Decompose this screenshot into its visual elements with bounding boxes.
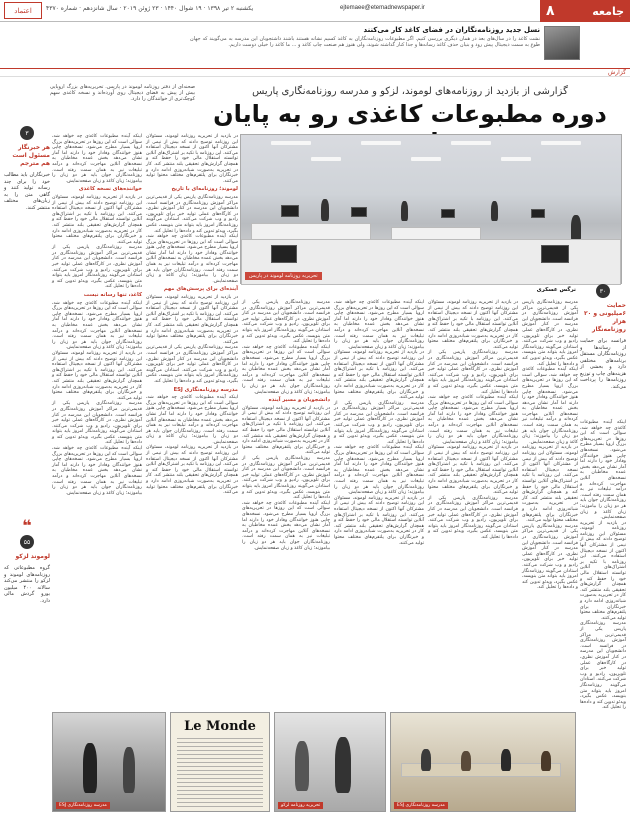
photo-lemonde-front-page (170, 712, 270, 812)
column-6: مدرسه روزنامه‌نگاری پاریس یکی از قدیمی‌ترین مراکز آموزش روزنامه‌نگاری در فرانسه است. دانشجویان این مدرسه در کنار آموزش نظری، در کارگاه‌های عملی تولید خبر برای تلویزیون، رادیو و وب شرکت می‌کنند. استادان می‌گویند روزنامه‌نگار امروز باید بتواند متن بنویسد، عکس بگیرد، ویدئو تدوین کند و داده‌ها را تحلیل کند. اینکه آینده مطبوعات کاغذی چه خواهد شد، سوالی است که این روزها در تحریریه‌های بزرگ اروپا بسیار مطرح می‌شود. نسخه‌های چاپی هنوز خوانندگان وفادار خود را دارند اما آمار نشان می‌دهد بخش عمده مخاطبان به نسخه‌های آنلاین مهاجرت کرده‌اند و درآمد تبلیغات نیز به همان سمت رفته است. روزنامه‌نگاران جوان باید هر دو زبان را بیاموزند؛ زبان کاغذ و زبان صفحه‌نمایش. در بازدید از تحریریه روزنامه لوموند، مسئولان این روزنامه توضیح دادند که بیش از نیمی از مشترکان آنها اکنون از نسخه دیجیتال استفاده می‌کنند. این روزنامه با تکیه بر اشتراک‌های آنلاین توانسته استقلال مالی خود را حفظ کند و همچنان گزارش‌های تحقیقی بلند منتشر کند. کار در تحریریه به‌صورت شبانه‌روزی ادامه دارد و خبرنگاران برای پلتفرم‌های مختلف محتوا تولید می‌کنند. مدرسه روزنامه‌نگاری پاریس یکی از قدیمی‌ترین مراکز آموزش روزنامه‌نگاری در فرانسه است. دانشجویان این مدرسه در کنار آموزش نظری، در کارگاه‌های عملی تولید خبر برای تلویزیون، رادیو و وب شرکت می‌کنند. استادان می‌گویند روزنامه‌نگار امروز باید بتواند متن بنویسد، عکس بگیرد، ویدئو تدوین کند و داده‌ها را تحلیل کند. (522, 300, 578, 591)
sidebar-right (580, 284, 626, 390)
newspaper-text-lines (177, 738, 263, 808)
editorial-note (190, 26, 540, 66)
column-7: اینکه آینده مطبوعات کاغذی چه خواهد شد، سوالی است که این روزها در تحریریه‌های بزرگ اروپا بسیار مطرح می‌شود. نسخه‌های چاپی هنوز خوانندگان وفادار خود را دارند اما آمار نشان می‌دهد بخش عمده مخاطبان به نسخه‌های آنلاین مهاجرت کرده‌اند و درآمد تبلیغات نیز به همان سمت رفته است. روزنامه‌نگاران جوان باید هر دو زبان را بیاموزند؛ زبان کاغذ و زبان صفحه‌نمایش. در بازدید از تحریریه روزنامه لوموند، مسئولان این روزنامه توضیح دادند که بیش از نیمی از مشترکان آنها اکنون از نسخه دیجیتال استفاده می‌کنند. این روزنامه با تکیه بر اشتراک‌های آنلاین توانسته استقلال مالی خود را حفظ کند و همچنان گزارش‌های تحقیقی بلند منتشر کند. کار در تحریریه به‌صورت شبانه‌روزی ادامه دارد و خبرنگاران برای پلتفرم‌های مختلف محتوا تولید می‌کنند. مدرسه روزنامه‌نگاری پاریس یکی از قدیمی‌ترین مراکز آموزش روزنامه‌نگاری در فرانسه است. دانشجویان این مدرسه در کنار آموزش نظری، در کارگاه‌های عملی تولید خبر برای تلویزیون، رادیو و وب شرکت می‌کنند. استادان می‌گویند روزنامه‌نگار امروز باید بتواند متن بنویسد، عکس بگیرد، ویدئو تدوین کند و داده‌ها را تحلیل کند. (580, 420, 626, 711)
page-header (0, 0, 630, 22)
photo1-caption: مدرسه روزنامه‌نگاری ESJ (56, 802, 110, 809)
photo3-caption: تحریریه روزنامه لزکو (278, 802, 323, 809)
column-2-heading-3: مدرسه روزنامه‌نگاری ESJ (173, 386, 238, 393)
column-5: در بازدید از تحریریه روزنامه لوموند، مسئولان این روزنامه توضیح دادند که بیش از نیمی از مشترکان آنها اکنون از نسخه دیجیتال استفاده می‌کنند. این روزنامه با تکیه بر اشتراک‌های آنلاین توانسته استقلال مالی خود را حفظ کند و همچنان گزارش‌های تحقیقی بلند منتشر کند. کار در تحریریه به‌صورت شبانه‌روزی ادامه دارد و خبرنگاران برای پلتفرم‌های مختلف محتوا تولید می‌کنند. مدرسه روزنامه‌نگاری پاریس یکی از قدیمی‌ترین مراکز آموزش روزنامه‌نگاری در فرانسه است. دانشجویان این مدرسه در کنار آموزش نظری، در کارگاه‌های عملی تولید خبر برای تلویزیون، رادیو و وب شرکت می‌کنند. استادان می‌گویند روزنامه‌نگار امروز باید بتواند متن بنویسد، عکس بگیرد، ویدئو تدوین کند و داده‌ها را تحلیل کند. اینکه آینده مطبوعات کاغذی چه خواهد شد، سوالی است که این روزها در تحریریه‌های بزرگ اروپا بسیار مطرح می‌شود. نسخه‌های چاپی هنوز خوانندگان وفادار خود را دارند اما آمار نشان می‌دهد بخش عمده مخاطبان به نسخه‌های آنلاین مهاجرت کرده‌اند و درآمد تبلیغات نیز به همان سمت رفته است. روزنامه‌نگاران جوان باید هر دو زبان را بیاموزند؛ زبان کاغذ و زبان صفحه‌نمایش. در بازدید از تحریریه روزنامه لوموند، مسئولان این روزنامه توضیح دادند که بیش از نیمی از مشترکان آنها اکنون از نسخه دیجیتال استفاده می‌کنند. این روزنامه با تکیه بر اشتراک‌های آنلاین توانسته استقلال مالی خود را حفظ کند و همچنان گزارش‌های تحقیقی بلند منتشر کند. کار در تحریریه به‌صورت شبانه‌روزی ادامه دارد و خبرنگاران برای پلتفرم‌های مختلف محتوا تولید می‌کنند. مدرسه روزنامه‌نگاری پاریس یکی از قدیمی‌ترین مراکز آموزش روزنامه‌نگاری در فرانسه است. دانشجویان این مدرسه در کنار آموزش نظری، در کارگاه‌های عملی تولید خبر برای تلویزیون، رادیو و وب شرکت می‌کنند. استادان می‌گویند روزنامه‌نگار امروز باید بتواند متن بنویسد، عکس بگیرد، ویدئو تدوین کند و داده‌ها را تحلیل کند. (428, 300, 518, 540)
photo-journalism-school (52, 712, 166, 812)
sidebar-left-number: ۳ (20, 126, 34, 140)
author-name: نرگس عسکری (536, 287, 576, 293)
editorial-title: نسل جدید روزنامه‌نگاران در فضای کاغذ کار می‌کنند (363, 26, 540, 34)
column-2-heading-2: آینده‌ای برای پرسش‌های مهم (163, 286, 238, 293)
column-2-heading: لوموند؛ روزنامه‌ای با تاریخ (171, 186, 238, 193)
column-1: اینکه آینده مطبوعات کاغذی چه خواهد شد، سوالی است که این روزها در تحریریه‌های بزرگ اروپا بسیار مطرح می‌شود. نسخه‌های چاپی هنوز خوانندگان وفادار خود را دارند اما آمار نشان می‌دهد بخش عمده مخاطبان به نسخه‌های آنلاین مهاجرت کرده‌اند و درآمد تبلیغات نیز به همان سمت رفته است. روزنامه‌نگاران جوان باید هر دو زبان را بیاموزند؛ زبان کاغذ و زبان صفحه‌نمایش. خواننده‌های نسخه کاغذی در بازدید از تحریریه روزنامه لوموند، مسئولان این روزنامه توضیح دادند که بیش از نیمی از مشترکان آنها اکنون از نسخه دیجیتال استفاده می‌کنند. این روزنامه با تکیه بر اشتراک‌های آنلاین توانسته استقلال مالی خود را حفظ کند و همچنان گزارش‌های تحقیقی بلند منتشر کند. کار در تحریریه به‌صورت شبانه‌روزی ادامه دارد و خبرنگاران برای پلتفرم‌های مختلف محتوا تولید می‌کنند. مدرسه روزنامه‌نگاری پاریس یکی از قدیمی‌ترین مراکز آموزش روزنامه‌نگاری در فرانسه است. دانشجویان این مدرسه در کنار آموزش نظری، در کارگاه‌های عملی تولید خبر برای تلویزیون، رادیو و وب شرکت می‌کنند. استادان می‌گویند روزنامه‌نگار امروز باید بتواند متن بنویسد، عکس بگیرد، ویدئو تدوین کند و داده‌ها را تحلیل کند. کاغذ، تنها رسانه نیست اینکه آینده مطبوعات کاغذی چه خواهد شد، سوالی است که این روزها در تحریریه‌های بزرگ اروپا بسیار مطرح می‌شود. نسخه‌های چاپی هنوز خوانندگان وفادار خود را دارند اما آمار نشان می‌دهد بخش عمده مخاطبان به نسخه‌های آنلاین مهاجرت کرده‌اند و درآمد تبلیغات نیز به همان سمت رفته است. روزنامه‌نگاران جوان باید هر دو زبان را بیاموزند؛ زبان کاغذ و زبان صفحه‌نمایش. در بازدید از تحریریه روزنامه لوموند، مسئولان این روزنامه توضیح دادند که بیش از نیمی از مشترکان آنها اکنون از نسخه دیجیتال استفاده می‌کنند. این روزنامه با تکیه بر اشتراک‌های آنلاین توانسته استقلال مالی خود را حفظ کند و همچنان گزارش‌های تحقیقی بلند منتشر کند. کار در تحریریه به‌صورت شبانه‌روزی ادامه دارد و خبرنگاران برای پلتفرم‌های مختلف محتوا تولید می‌کنند. مدرسه روزنامه‌نگاری پاریس یکی از قدیمی‌ترین مراکز آموزش روزنامه‌نگاری در فرانسه است. دانشجویان این مدرسه در کنار آموزش نظری، در کارگاه‌های عملی تولید خبر برای تلویزیون، رادیو و وب شرکت می‌کنند. استادان می‌گویند روزنامه‌نگار امروز باید بتواند متن بنویسد، عکس بگیرد، ویدئو تدوین کند و داده‌ها را تحلیل کند. اینکه آینده مطبوعات کاغذی چه خواهد شد، سوالی است که این روزها در تحریریه‌های بزرگ اروپا بسیار مطرح می‌شود. نسخه‌های چاپی هنوز خوانندگان وفادار خود را دارند اما آمار نشان می‌دهد بخش عمده مخاطبان به نسخه‌های آنلاین مهاجرت کرده‌اند و درآمد تبلیغات نیز به همان سمت رفته است. روزنامه‌نگاران جوان باید هر دو زبان را بیاموزند؛ زبان کاغذ و زبان صفحه‌نمایش. (52, 134, 142, 496)
sidebar-left2-number: ۵۵ (20, 535, 34, 549)
photo4-caption: مدرسه روزنامه‌نگاری ESJ (394, 802, 448, 809)
editorial-body: نشت کاغذ را در سال‌های بعد در همان دیگری بررسی کنیم. اگر مطبوعات روزنامه‌نگاران به کاغذ کسیم نشانه هستند باشند داشتجوبان این مدرسه به می‌گویند که جهان طوع به سمت دیجیتال پیش رود و بنیان حذف کاغذ رسانه‌ها و جدا کنار گذاشته شوند، ولی هنوز هم صنعت چاپ کاغذ و ... ما کاغذ را خیلی دوست داریم. (190, 36, 540, 48)
article-lead: صحنه‌ای از دفتر روزنامه لوموند در پاریس. تحریریه‌های بزرگ اروپایی بیش از پیش به فضای دیجیتال روی آورده‌اند و نسخه کاغذی سهم کوچک‌تری از خوانندگان را دارد. (50, 84, 195, 102)
section-name: جامعه (592, 4, 624, 18)
sidebar-left2-body: گروه مطبوعاتی که روزنامه‌های لوموند و لزکو را منتشر می‌کند سالانه ۴۰۰ میلیون یورو گردش مالی دارد. (4, 565, 50, 604)
report-bar (0, 68, 630, 77)
sidebar-left (4, 126, 50, 211)
sidebar-left-quote: هر خبرنگار مسئول است هم مترجم (12, 144, 50, 167)
column-1-heading-2: کاغذ، تنها رسانه نیست (83, 292, 142, 299)
sidebar-left2-quote: لوموند لزکو (15, 553, 50, 560)
section-tab (540, 0, 630, 22)
column-2: در بازدید از تحریریه روزنامه لوموند، مسئولان این روزنامه توضیح دادند که بیش از نیمی از مشترکان آنها اکنون از نسخه دیجیتال استفاده می‌کنند. این روزنامه با تکیه بر اشتراک‌های آنلاین توانسته استقلال مالی خود را حفظ کند و همچنان گزارش‌های تحقیقی بلند منتشر کند. کار در تحریریه به‌صورت شبانه‌روزی ادامه دارد و خبرنگاران برای پلتفرم‌های مختلف محتوا تولید می‌کنند. لوموند؛ روزنامه‌ای با تاریخ مدرسه روزنامه‌نگاری پاریس یکی از قدیمی‌ترین مراکز آموزش روزنامه‌نگاری در فرانسه است. دانشجویان این مدرسه در کنار آموزش نظری، در کارگاه‌های عملی تولید خبر برای تلویزیون، رادیو و وب شرکت می‌کنند. استادان می‌گویند روزنامه‌نگار امروز باید بتواند متن بنویسد، عکس بگیرد، ویدئو تدوین کند و داده‌ها را تحلیل کند. اینکه آینده مطبوعات کاغذی چه خواهد شد، سوالی است که این روزها در تحریریه‌های بزرگ اروپا بسیار مطرح می‌شود. نسخه‌های چاپی هنوز خوانندگان وفادار خود را دارند اما آمار نشان می‌دهد بخش عمده مخاطبان به نسخه‌های آنلاین مهاجرت کرده‌اند و درآمد تبلیغات نیز به همان سمت رفته است. روزنامه‌نگاران جوان باید هر دو زبان را بیاموزند؛ زبان کاغذ و زبان صفحه‌نمایش. آینده‌ای برای پرسش‌های مهم در بازدید از تحریریه روزنامه لوموند، مسئولان این روزنامه توضیح دادند که بیش از نیمی از مشترکان آنها اکنون از نسخه دیجیتال استفاده می‌کنند. این روزنامه با تکیه بر اشتراک‌های آنلاین توانسته استقلال مالی خود را حفظ کند و همچنان گزارش‌های تحقیقی بلند منتشر کند. کار در تحریریه به‌صورت شبانه‌روزی ادامه دارد و خبرنگاران برای پلتفرم‌های مختلف محتوا تولید می‌کنند. مدرسه روزنامه‌نگاری پاریس یکی از قدیمی‌ترین مراکز آموزش روزنامه‌نگاری در فرانسه است. دانشجویان این مدرسه در کنار آموزش نظری، در کارگاه‌های عملی تولید خبر برای تلویزیون، رادیو و وب شرکت می‌کنند. استادان می‌گویند روزنامه‌نگار امروز باید بتواند متن بنویسد، عکس بگیرد، ویدئو تدوین کند و داده‌ها را تحلیل کند. مدرسه روزنامه‌نگاری ESJ اینکه آینده مطبوعات کاغذی چه خواهد شد، سوالی است که این روزها در تحریریه‌های بزرگ اروپا بسیار مطرح می‌شود. نسخه‌های چاپی هنوز خوانندگان وفادار خود را دارند اما آمار نشان می‌دهد بخش عمده مخاطبان به نسخه‌های آنلاین مهاجرت کرده‌اند و درآمد تبلیغات نیز به همان سمت رفته است. روزنامه‌نگاران جوان باید هر دو زبان را بیاموزند؛ زبان کاغذ و زبان صفحه‌نمایش. در بازدید از تحریریه روزنامه لوموند، مسئولان این روزنامه توضیح دادند که بیش از نیمی از مشترکان آنها اکنون از نسخه دیجیتال استفاده می‌کنند. این روزنامه با تکیه بر اشتراک‌های آنلاین توانسته استقلال مالی خود را حفظ کند و همچنان گزارش‌های تحقیقی بلند منتشر کند. کار در تحریریه به‌صورت شبانه‌روزی ادامه دارد و خبرنگاران برای پلتفرم‌های مختلف محتوا تولید می‌کنند. (146, 134, 238, 496)
editorial-author-photo (544, 26, 580, 60)
sidebar-right-body: فرانسه برای حمایت از رسانه‌ها و روزنامه‌نگاران مستقل برنامه‌های مختلفی دارد و بخشی از هزینه‌های چاپ و توزیع روزنامه‌ها را پرداخت می‌کند. (580, 338, 626, 390)
lemonde-masthead: Le Monde (184, 719, 256, 734)
page-number: ۸ (546, 3, 555, 19)
sidebar-left-2 (4, 516, 50, 604)
column-1-text: اینکه آینده مطبوعات کاغذی چه خواهد شد، سوالی است که این روزها در تحریریه‌های بزرگ اروپا بسیار مطرح می‌شود. نسخه‌های چاپی هنوز خوانندگان وفادار خود را دارند اما آمار نشان می‌دهد بخش عمده مخاطبان به نسخه‌های آنلاین مهاجرت کرده‌اند و درآمد تبلیغات نیز به همان سمت رفته است. روزنامه‌نگاران جوان باید هر دو زبان را بیاموزند؛ زبان کاغذ و زبان صفحه‌نمایش. (52, 134, 142, 184)
column-4: اینکه آینده مطبوعات کاغذی چه خواهد شد، سوالی است که این روزها در تحریریه‌های بزرگ اروپا بسیار مطرح می‌شود. نسخه‌های چاپی هنوز خوانندگان وفادار خود را دارند اما آمار نشان می‌دهد بخش عمده مخاطبان به نسخه‌های آنلاین مهاجرت کرده‌اند و درآمد تبلیغات نیز به همان سمت رفته است. روزنامه‌نگاران جوان باید هر دو زبان را بیاموزند؛ زبان کاغذ و زبان صفحه‌نمایش. در بازدید از تحریریه روزنامه لوموند، مسئولان این روزنامه توضیح دادند که بیش از نیمی از مشترکان آنها اکنون از نسخه دیجیتال استفاده می‌کنند. این روزنامه با تکیه بر اشتراک‌های آنلاین توانسته استقلال مالی خود را حفظ کند و همچنان گزارش‌های تحقیقی بلند منتشر کند. کار در تحریریه به‌صورت شبانه‌روزی ادامه دارد و خبرنگاران برای پلتفرم‌های مختلف محتوا تولید می‌کنند. مدرسه روزنامه‌نگاری پاریس یکی از قدیمی‌ترین مراکز آموزش روزنامه‌نگاری در فرانسه است. دانشجویان این مدرسه در کنار آموزش نظری، در کارگاه‌های عملی تولید خبر برای تلویزیون، رادیو و وب شرکت می‌کنند. استادان می‌گویند روزنامه‌نگار امروز باید بتواند متن بنویسد، عکس بگیرد، ویدئو تدوین کند و داده‌ها را تحلیل کند. اینکه آینده مطبوعات کاغذی چه خواهد شد، سوالی است که این روزها در تحریریه‌های بزرگ اروپا بسیار مطرح می‌شود. نسخه‌های چاپی هنوز خوانندگان وفادار خود را دارند اما آمار نشان می‌دهد بخش عمده مخاطبان به نسخه‌های آنلاین مهاجرت کرده‌اند و درآمد تبلیغات نیز به همان سمت رفته است. روزنامه‌نگاران جوان باید هر دو زبان را بیاموزند؛ زبان کاغذ و زبان صفحه‌نمایش. در بازدید از تحریریه روزنامه لوموند، مسئولان این روزنامه توضیح دادند که بیش از نیمی از مشترکان آنها اکنون از نسخه دیجیتال استفاده می‌کنند. این روزنامه با تکیه بر اشتراک‌های آنلاین توانسته استقلال مالی خود را حفظ کند و همچنان گزارش‌های تحقیقی بلند منتشر کند. کار در تحریریه به‌صورت شبانه‌روزی ادامه دارد و خبرنگاران برای پلتفرم‌های مختلف محتوا تولید می‌کنند. (334, 300, 424, 546)
issue-info: یکشنبه ۲ تیر ۱۳۹۸ · ۱۹ شوال ۱۴۴۰ · ۲۳ ژوئن ۲۰۱۹ · سال شانزدهم · شماره ۴۳۷۰ (46, 5, 254, 12)
photo-lesechos-newsroom (274, 712, 386, 812)
article-kicker: گزارشی از بازدید از روزنامه‌های لوموند، لزکو و مدرسه روزنامه‌نگاری پاریس (252, 86, 568, 97)
hero-caption: تحریریه روزنامه لوموند در پاریس (245, 272, 322, 280)
newspaper-logo: اعتماد (4, 2, 42, 19)
column-3: مدرسه روزنامه‌نگاری پاریس یکی از قدیمی‌ترین مراکز آموزش روزنامه‌نگاری در فرانسه است. دانشجویان این مدرسه در کنار آموزش نظری، در کارگاه‌های عملی تولید خبر برای تلویزیون، رادیو و وب شرکت می‌کنند. استادان می‌گویند روزنامه‌نگار امروز باید بتواند متن بنویسد، عکس بگیرد، ویدئو تدوین کند و داده‌ها را تحلیل کند. اینکه آینده مطبوعات کاغذی چه خواهد شد، سوالی است که این روزها در تحریریه‌های بزرگ اروپا بسیار مطرح می‌شود. نسخه‌های چاپی هنوز خوانندگان وفادار خود را دارند اما آمار نشان می‌دهد بخش عمده مخاطبان به نسخه‌های آنلاین مهاجرت کرده‌اند و درآمد تبلیغات نیز به همان سمت رفته است. روزنامه‌نگاران جوان باید هر دو زبان را بیاموزند؛ زبان کاغذ و زبان صفحه‌نمایش. دانشجویان و مسیر آینده در بازدید از تحریریه روزنامه لوموند، مسئولان این روزنامه توضیح دادند که بیش از نیمی از مشترکان آنها اکنون از نسخه دیجیتال استفاده می‌کنند. این روزنامه با تکیه بر اشتراک‌های آنلاین توانسته استقلال مالی خود را حفظ کند و همچنان گزارش‌های تحقیقی بلند منتشر کند. کار در تحریریه به‌صورت شبانه‌روزی ادامه دارد و خبرنگاران برای پلتفرم‌های مختلف محتوا تولید می‌کنند. مدرسه روزنامه‌نگاری پاریس یکی از قدیمی‌ترین مراکز آموزش روزنامه‌نگاری در فرانسه است. دانشجویان این مدرسه در کنار آموزش نظری، در کارگاه‌های عملی تولید خبر برای تلویزیون، رادیو و وب شرکت می‌کنند. استادان می‌گویند روزنامه‌نگار امروز باید بتواند متن بنویسد، عکس بگیرد، ویدئو تدوین کند و داده‌ها را تحلیل کند. اینکه آینده مطبوعات کاغذی چه خواهد شد، سوالی است که این روزها در تحریریه‌های بزرگ اروپا بسیار مطرح می‌شود. نسخه‌های چاپی هنوز خوانندگان وفادار خود را دارند اما آمار نشان می‌دهد بخش عمده مخاطبان به نسخه‌های آنلاین مهاجرت کرده‌اند و درآمد تبلیغات نیز به همان سمت رفته است. روزنامه‌نگاران جوان باید هر دو زبان را بیاموزند؛ زبان کاغذ و زبان صفحه‌نمایش. (242, 300, 330, 551)
article-headline: دوره مطبوعات کاغذی رو به پایان (213, 100, 607, 128)
photo-classroom (390, 712, 576, 812)
sidebar-left-body: خبرنگاران باید مطالب خود را برای چند رسانه تولید کنند و گاهی متن را به زبان‌های مختلف منتشر کنند. (4, 172, 50, 211)
hero-photo-newsroom (240, 134, 622, 284)
column-1-heading: خواننده‌های نسخه کاغذی (78, 186, 142, 193)
report-label: گزارش (607, 69, 626, 76)
section-email: ejtemaee@etemadnewspaper.ir (340, 5, 425, 11)
sidebar-right-number: ۳۰ (596, 284, 610, 298)
column-3-heading: دانشجویان و مسیر آینده (268, 397, 330, 404)
quote-mark-icon: ❝ (22, 516, 32, 535)
sidebar-right-quote: حمایت ۶میلیونی و ۲۰ هزار روزنامه‌نگار (583, 302, 626, 333)
